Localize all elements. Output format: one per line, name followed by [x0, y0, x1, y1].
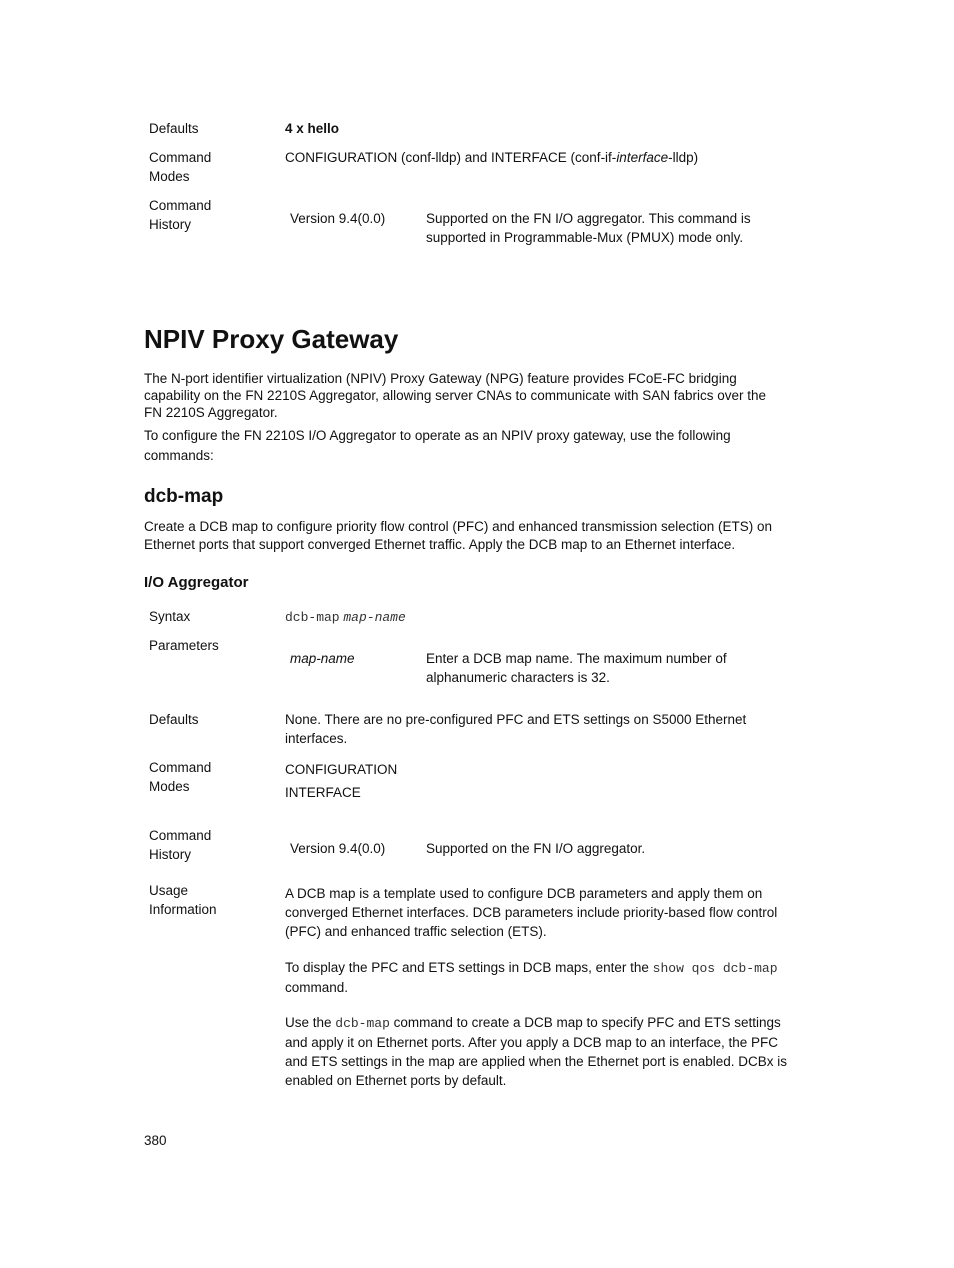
- usage-p3-line1: [285, 1013, 845, 1033]
- section-config: [144, 426, 836, 466]
- dcb-defaults-label: Defaults: [149, 712, 199, 727]
- command-modes-value: [285, 148, 835, 167]
- usage-paragraph-3: [285, 1013, 845, 1090]
- page-number: 380: [144, 1133, 167, 1148]
- parameter-description-line2: alphanumeric characters is 32.: [426, 670, 610, 685]
- dcb-history-version: Version 9.4(0.0): [290, 841, 386, 856]
- usage-p2-line1: [285, 958, 845, 978]
- dcb-command-modes-label-line1: Command: [149, 760, 212, 775]
- syntax-value: [285, 607, 835, 627]
- dcb-defaults-line1: None. There are no pre-configured PFC and ETS settings on S5000 Ethernet: [285, 712, 747, 727]
- section-config-line2: commands:: [144, 448, 214, 463]
- usage-p3-text-post: command to create a DCB map to specify PFC and ETS settings: [389, 1015, 781, 1030]
- section-config-line1: To configure the FN 2210S I/O Aggregator to operate as an NPIV proxy gateway, use the following: [144, 428, 731, 443]
- syntax-argument: map-name: [343, 610, 406, 625]
- usage-p1-line3: (PFC) and enhanced traffic selection (ETS).: [285, 924, 547, 939]
- dcb-mode-interface: INTERFACE: [285, 785, 361, 800]
- usage-information-label: [149, 881, 274, 919]
- dcb-command-history-label: [149, 826, 274, 864]
- history-version: Version 9.4(0.0): [290, 211, 386, 226]
- dcb-command-history-label-line2: History: [149, 847, 192, 862]
- command-modes-value-italic: interface: [616, 150, 669, 165]
- history-description: [426, 209, 826, 247]
- dcb-map-description-line1: Create a DCB map to configure priority flow control (PFC) and enhanced transmission selection (ETS) on: [144, 519, 773, 534]
- dcb-map-heading: dcb-map: [144, 486, 224, 507]
- section-intro-line3: FN 2210S Aggregator.: [144, 405, 278, 420]
- usage-p2-line2: command.: [285, 980, 349, 995]
- syntax-command: dcb-map: [285, 610, 340, 625]
- command-modes-label-line1: Command: [149, 150, 212, 165]
- defaults-label: Defaults: [149, 121, 199, 136]
- usage-p2-code: show qos dcb-map: [652, 961, 778, 976]
- command-history-label-line2: History: [149, 217, 192, 232]
- dcb-command-modes-label: [149, 758, 274, 796]
- dcb-command-modes-value: [285, 758, 835, 804]
- history-description-line2: supported in Programmable-Mux (PMUX) mode only.: [426, 230, 744, 245]
- history-description-line1: Supported on the FN I/O aggregator. This command is: [426, 211, 751, 226]
- usage-label-line1: Usage: [149, 883, 189, 898]
- parameter-name: map-name: [290, 651, 355, 666]
- dcb-command-history-label-line1: Command: [149, 828, 212, 843]
- usage-p3-line2: and apply it on Ethernet ports. After you apply a DCB map to an interface, the PFC: [285, 1035, 779, 1050]
- command-modes-value-pre: CONFIGURATION (conf-lldp) and INTERFACE (conf-if-: [285, 150, 617, 165]
- parameter-description: [426, 649, 826, 687]
- command-modes-value-post: -lldp): [668, 150, 699, 165]
- usage-p3-code: dcb-map: [335, 1016, 390, 1031]
- dcb-command-modes-label-line2: Modes: [149, 779, 190, 794]
- dcb-defaults-value: [285, 710, 835, 748]
- command-modes-label: [149, 148, 274, 186]
- syntax-label: Syntax: [149, 609, 191, 624]
- usage-label-line2: Information: [149, 902, 217, 917]
- parameter-description-line1: Enter a DCB map name. The maximum number of: [426, 651, 727, 666]
- usage-p1-line2: converged Ethernet interfaces. DCB parameters include priority-based flow control: [285, 905, 778, 920]
- usage-paragraph-2: [285, 958, 845, 997]
- section-intro: [144, 370, 836, 421]
- usage-p1-line1: A DCB map is a template used to configure DCB parameters and apply them on: [285, 886, 763, 901]
- usage-p3-line3: and ETS settings in the map are applied when the Ethernet port is enabled. DCBx is: [285, 1054, 788, 1069]
- command-modes-label-line2: Modes: [149, 169, 190, 184]
- parameters-label: Parameters: [149, 638, 219, 653]
- section-intro-line2: capability on the FN 2210S Aggregator, allowing server CNAs to communicate with SAN fabrics over the: [144, 388, 767, 403]
- usage-p3-line4: enabled on Ethernet ports by default.: [285, 1073, 507, 1088]
- section-title: NPIV Proxy Gateway: [144, 324, 399, 354]
- dcb-defaults-line2: interfaces.: [285, 731, 348, 746]
- usage-p3-text-pre: Use the: [285, 1015, 336, 1030]
- usage-p2-text: To display the PFC and ETS settings in DCB maps, enter the: [285, 960, 653, 975]
- section-intro-line1: The N-port identifier virtualization (NPIV) Proxy Gateway (NPG) feature provides FCoE-FC bridging: [144, 371, 737, 386]
- command-history-label: [149, 196, 274, 234]
- dcb-map-description-line2: Ethernet ports that support converged Ethernet traffic. Apply the DCB map to an Ethernet interface.: [144, 537, 736, 552]
- defaults-value: 4 x hello: [285, 121, 340, 136]
- dcb-mode-configuration: CONFIGURATION: [285, 762, 398, 777]
- usage-paragraph-1: [285, 884, 845, 941]
- dcb-map-description: [144, 518, 836, 554]
- command-history-label-line1: Command: [149, 198, 212, 213]
- dcb-history-description: Supported on the FN I/O aggregator.: [426, 841, 646, 856]
- io-aggregator-heading: I/O Aggregator: [144, 574, 249, 591]
